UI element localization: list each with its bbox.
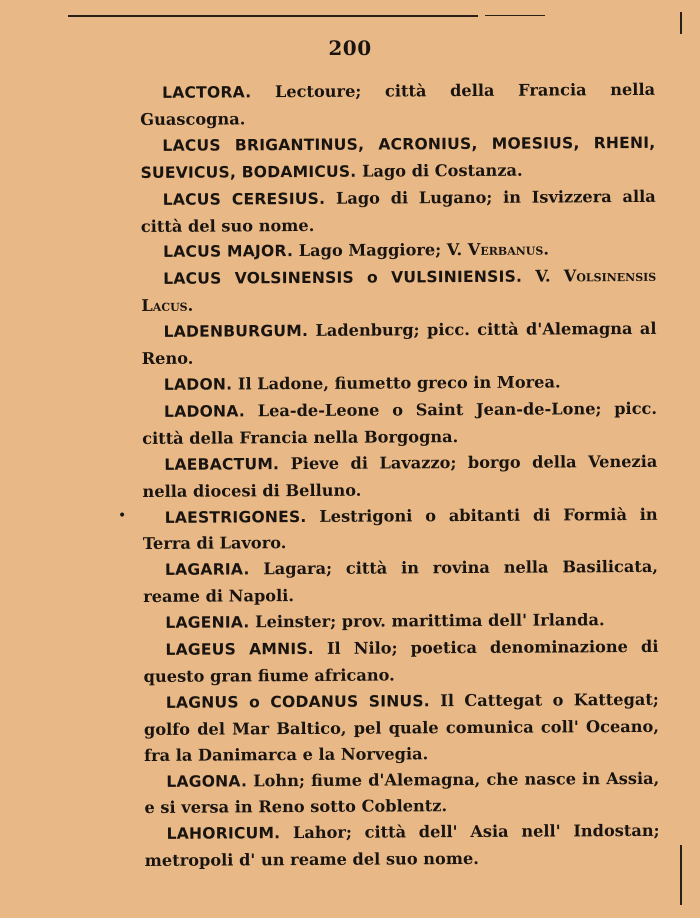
entry-headword: LAGONA. <box>166 771 248 791</box>
entry-headword: LAGARIA. <box>164 560 250 580</box>
entry-definition: Lago Maggiore; V. <box>293 240 468 261</box>
entry-crossref: Verbanus. <box>467 239 549 260</box>
entry <box>144 765 659 821</box>
entry-headword: LAGEUS AMNIS. <box>165 639 314 659</box>
top-rule <box>68 15 478 17</box>
entry <box>143 501 658 557</box>
entry-definition: V. <box>522 266 564 287</box>
entry-headword: LACUS BRIGANTINUS, ACRONIUS, MOESIUS, RHENI, SUEVICUS, BODAMICUS. <box>140 133 656 182</box>
entry <box>141 183 656 239</box>
top-rule-fragment <box>485 15 545 16</box>
entry <box>141 263 656 319</box>
entry-definition: Il Nilo; poetica denominazione di questo gran fiume africano. <box>143 636 659 686</box>
entry-definition: Lago di Costanza. <box>356 160 523 181</box>
entry-definition: Lahor; città dell' Asia nell' Indostan; metropoli d' un reame del suo nome. <box>144 821 660 871</box>
margin-mark-bottom <box>680 845 682 905</box>
entry <box>140 130 655 187</box>
entry <box>141 236 656 266</box>
entry-headword: LAESTRIGONES. <box>164 507 307 527</box>
entry <box>143 607 658 637</box>
entry-definition: Pieve di Lavazzo; borgo della Venezia nella diocesi di Belluno. <box>142 451 658 501</box>
entry <box>142 369 657 399</box>
entry-headword: LACUS MAJOR. <box>162 242 294 262</box>
entry <box>143 634 658 690</box>
entry-headword: LAHORICUM. <box>166 824 281 844</box>
entry <box>144 687 659 769</box>
entry-headword: LAEBACTUM. <box>164 454 280 474</box>
entry <box>143 554 658 610</box>
entry-definition: Leinster; prov. marittima dell' Irlanda. <box>249 610 605 632</box>
margin-mark-top <box>680 12 682 34</box>
entry-headword: LAGNUS o CODANUS SINUS. <box>165 692 430 712</box>
page-number: 200 <box>328 36 372 60</box>
entry-headword: LACTORA. <box>162 83 252 102</box>
entry <box>140 77 655 133</box>
entry-definition: Il Cattegat o Kattegat; golfo del Mar Baltico, pel quale comunica coll' Oceano, fra la Danimarca e la Norvegia. <box>143 689 660 765</box>
entry-headword: LACUS CERESIUS. <box>162 189 326 209</box>
entry-definition: Lohn; fiume d'Alemagna, che nasce in Assia, e si versa in Reno sotto Coblentz. <box>144 768 660 818</box>
entry <box>145 818 660 874</box>
entry-headword: LADONA. <box>163 402 246 421</box>
entry-definition: Il Ladone, fiumetto greco in Morea. <box>232 372 561 394</box>
dictionary-entries <box>140 77 660 874</box>
entry-crossref: Volsinensis Lacus. <box>141 266 657 316</box>
entry <box>142 449 657 505</box>
entry-headword: LAGENIA. <box>165 613 250 632</box>
entry <box>142 396 657 452</box>
entry-headword: LADON. <box>163 375 233 394</box>
entry-definition: Lago di Lugano; in Isvizzera alla città del suo nome. <box>140 186 656 236</box>
entry-definition: Lea-de-Leone o Saint Jean-de-Lone; picc. città della Francia nella Borgogna. <box>142 398 658 448</box>
entry-headword: LACUS VOLSINENSIS o VULSINIENSIS. <box>163 268 523 289</box>
entry <box>141 316 656 372</box>
entry-definition: Lagara; città in rovina nella Basilicata, reame di Napoli. <box>143 557 659 607</box>
entry-definition: Lectoure; città della Francia nella Guascogna. <box>140 79 656 129</box>
entry-headword: LADENBURGUM. <box>163 322 309 342</box>
stray-dot: • <box>118 508 127 524</box>
entry-definition: Ladenburg; picc. città d'Alemagna al Reno. <box>141 319 657 369</box>
entry-definition: Lestrigoni o abitanti di Formià in Terra di Lavoro. <box>142 504 658 554</box>
